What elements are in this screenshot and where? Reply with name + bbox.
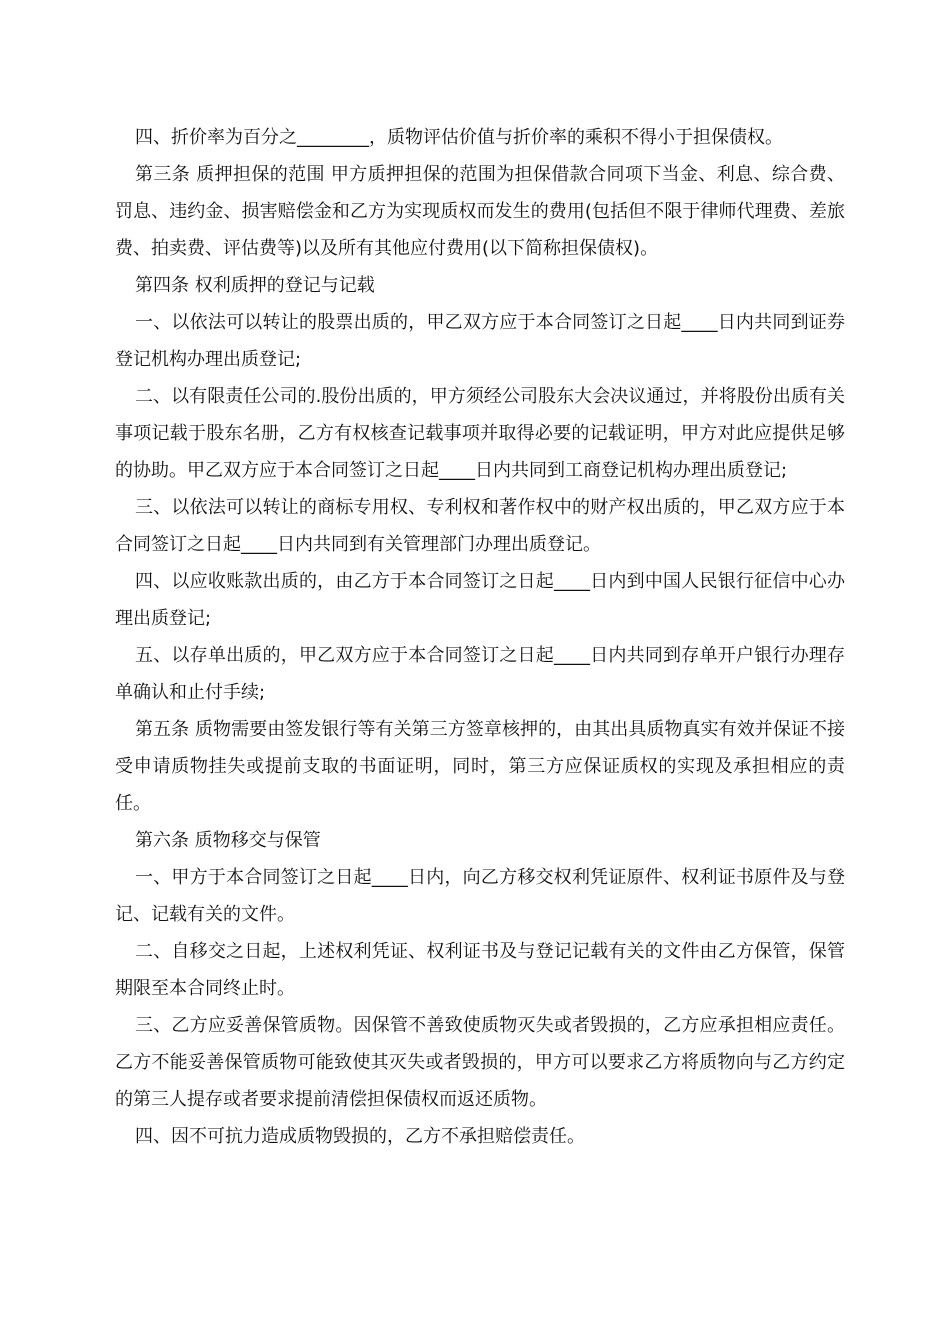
paragraph-article-3-scope: 第三条 质押担保的范围 甲方质押担保的范围为担保借款合同项下当金、利息、综合费、罚息、违约金、损害赔偿金和乙方为实现质权而发生的费用(包括但不限于律师代理费、差旅费、拍卖费、评估费等)以及所有其他应付费用(以下简称担保债权)。 xyxy=(115,164,845,259)
paragraph-article-4-item-4: 四、以应收账款出质的，由乙方于本合同签订之日起____日内到中国人民银行征信中心办理出质登记; xyxy=(115,571,845,629)
paragraph-discount-rate: 四、折价率为百分之________，质物评估价值与折价率的乘积不得小于担保债权。 xyxy=(135,127,783,148)
paragraph-article-6-item-3: 三、乙方应妥善保管质物。因保管不善致使质物灭失或者毁损的，乙方应承担相应责任。乙方不能妥善保管质物可能致使其灭失或者毁损的，甲方可以要求乙方将质物向与乙方约定的第三人提存或者要求提前清偿担保债权而返还质物。 xyxy=(115,1015,845,1110)
paragraph-article-4-item-3: 三、以依法可以转让的商标专用权、专利权和著作权中的财产权出质的，甲乙双方应于本合同签订之日起____日内共同到有关管理部门办理出质登记。 xyxy=(115,497,845,555)
paragraph-article-4-heading: 第四条 权利质押的登记与记载 xyxy=(135,275,375,296)
paragraph-article-5: 第五条 质物需要由签发银行等有关第三方签章核押的，由其出具质物真实有效并保证不接受申请质物挂失或提前支取的书面证明，同时，第三方应保证质权的实现及承担相应的责任。 xyxy=(115,719,845,814)
paragraph-article-4-item-5: 五、以存单出质的，甲乙双方应于本合同签订之日起____日内共同到存单开户银行办理存单确认和止付手续; xyxy=(115,645,845,703)
paragraph-article-6-item-2: 二、自移交之日起，上述权利凭证、权利证书及与登记记载有关的文件由乙方保管，保管期限至本合同终止时。 xyxy=(115,941,845,999)
document-body xyxy=(115,119,845,1155)
paragraph-article-6-item-4: 四、因不可抗力造成质物毁损的，乙方不承担赔偿责任。 xyxy=(135,1126,585,1147)
paragraph-article-6-item-1: 一、甲方于本合同签订之日起____日内，向乙方移交权利凭证原件、权利证书原件及与登记、记载有关的文件。 xyxy=(115,867,845,925)
paragraph-article-4-item-1: 一、以依法可以转让的股票出质的，甲乙双方应于本合同签订之日起____日内共同到证券登记机构办理出质登记; xyxy=(115,312,845,370)
paragraph-article-4-item-2: 二、以有限责任公司的.股份出质的，甲方须经公司股东大会决议通过，并将股份出质有关事项记载于股东名册，乙方有权核查记载事项并取得必要的记载证明，甲方对此应提供足够的协助。甲乙双方应于本合同签订之日起____日内共同到工商登记机构办理出质登记; xyxy=(115,386,845,481)
paragraph-article-6-heading: 第六条 质物移交与保管 xyxy=(135,830,321,851)
